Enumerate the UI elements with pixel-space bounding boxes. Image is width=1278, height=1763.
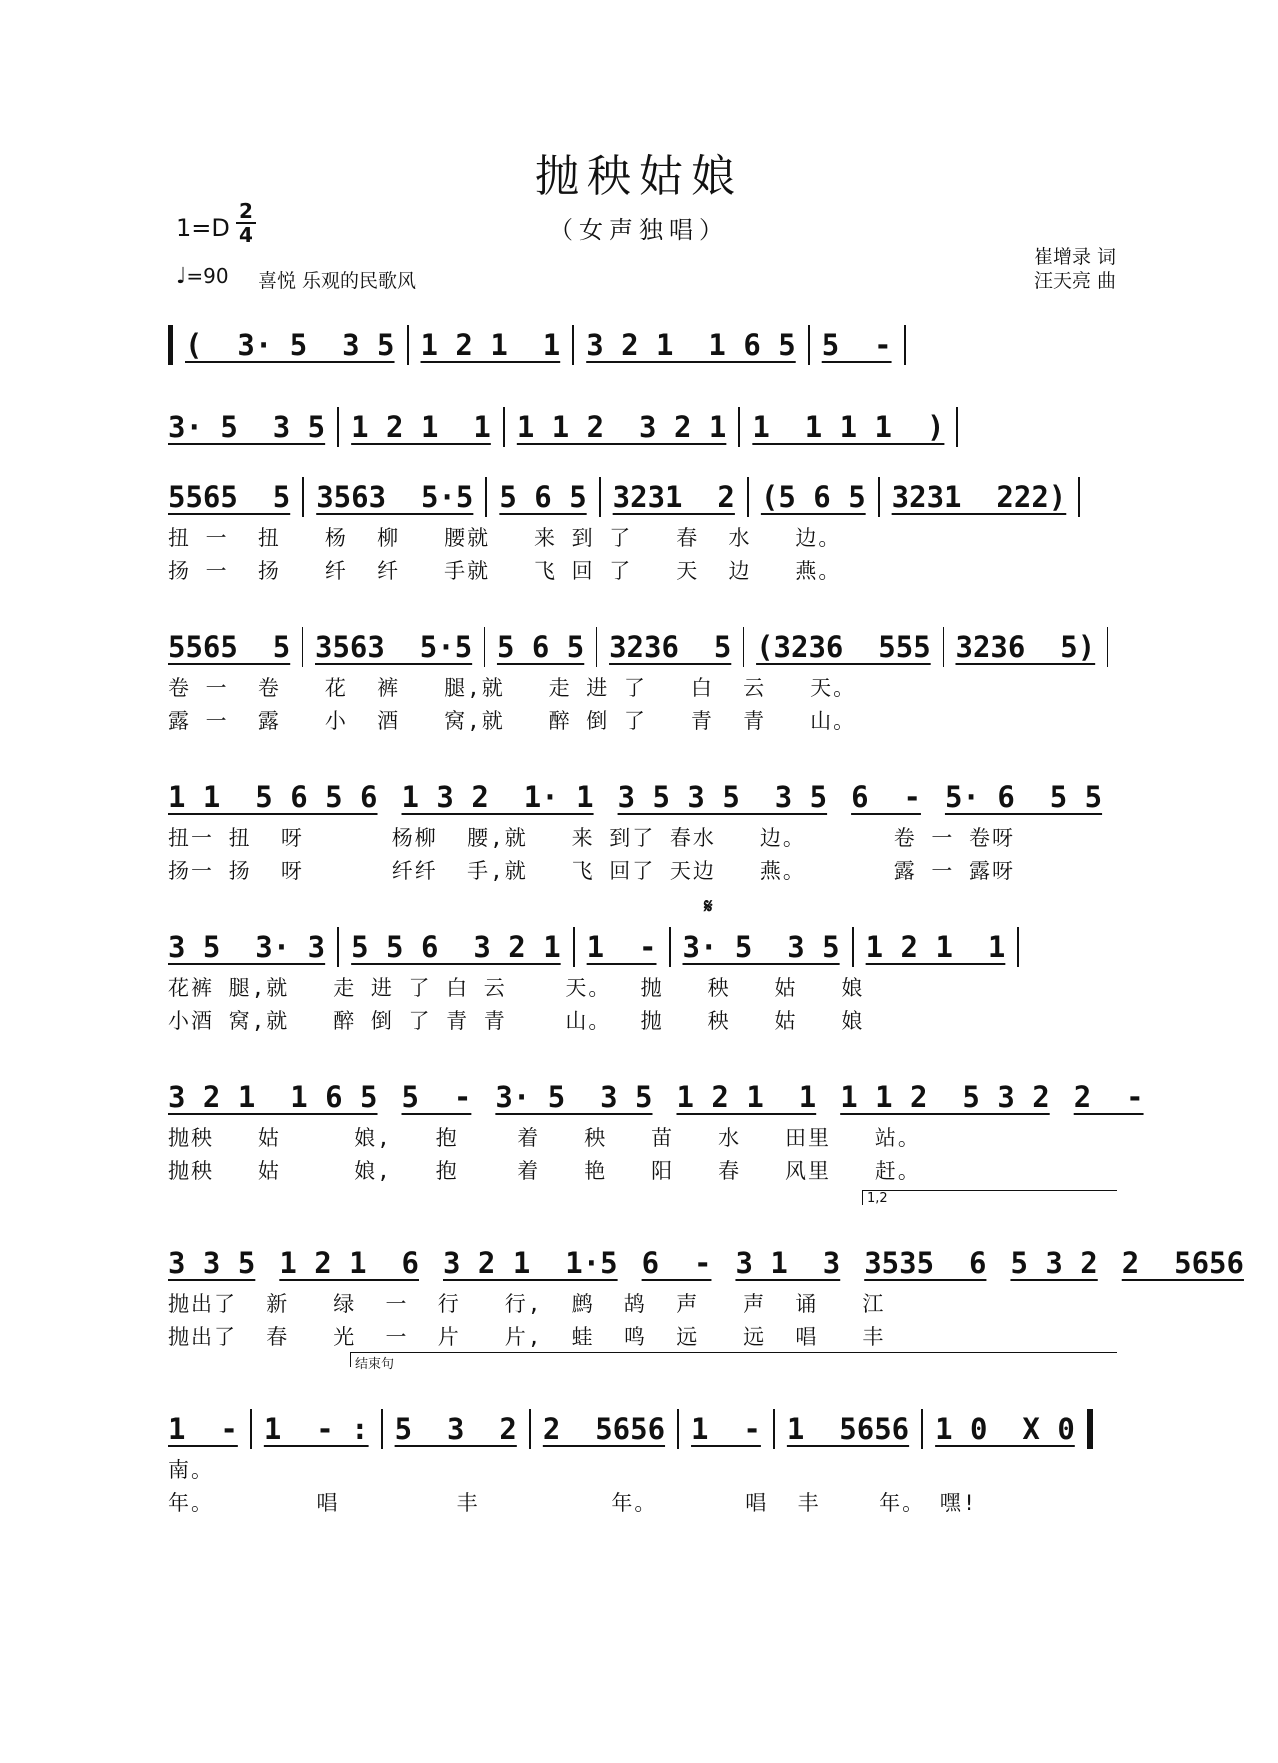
music-line: [168, 402, 1120, 452]
barline: [599, 477, 601, 517]
barline: [168, 325, 173, 365]
measure-notes: 3· 5 3 5: [495, 1080, 653, 1114]
lyric-line: 抛出了 新 绿 一 行 行, 鹧 鸪 声 声 诵 江: [168, 1292, 886, 1316]
quarter-note-icon: ♩: [176, 264, 187, 289]
tempo-marking: [176, 264, 229, 289]
score-system: [168, 402, 1120, 452]
lyric-line: 扭一 扭 呀 杨柳 腰,就 来 到了 春水 边。 卷 一 卷呀: [168, 826, 1016, 850]
song-title: 抛秧姑娘: [535, 151, 743, 202]
measure-notes: 1 - :: [263, 1412, 369, 1446]
score-system: [168, 772, 1120, 888]
barline: [738, 407, 740, 447]
measure-notes: 3· 5 3 5: [682, 930, 840, 964]
measure-notes: 3 2 1 1 6 5: [168, 1080, 378, 1114]
lyric-line: 卷 一 卷 花 裤 腿,就 走 进 了 白 云 天。: [168, 676, 857, 700]
barline: [773, 1409, 775, 1449]
barline: [485, 477, 487, 517]
measure-notes: 1 1 1 1 ): [752, 410, 945, 444]
barline: [921, 1409, 923, 1449]
measure-notes: 2 5656: [542, 1412, 666, 1446]
measure-notes: 5 3 2: [1010, 1246, 1098, 1280]
barline: [677, 1409, 679, 1449]
measure-notes: 1 1 2 5 3 2: [840, 1080, 1050, 1114]
lyric-line: 露 一 露 小 酒 窝,就 醉 倒 了 青 青 山。: [168, 709, 857, 733]
measure-notes: 3563 5·5: [316, 480, 474, 514]
measure-notes: 2 -: [1073, 1080, 1144, 1114]
measure-notes: 3 2 1 1·5: [443, 1246, 618, 1280]
barline: [572, 325, 574, 365]
lyric-line: 年。 唱 丰 年。 唱 丰 年。 嘿!: [168, 1491, 978, 1515]
measure-notes: 1 0 X 0: [935, 1412, 1075, 1446]
measure-notes: 3· 5 3 5: [168, 410, 326, 444]
barline: [669, 927, 671, 967]
measure-notes: 6 -: [641, 1246, 712, 1280]
measure-notes: 1 5656: [786, 1412, 910, 1446]
measure-notes: 3 2 1 1 6 5: [586, 328, 796, 362]
barline: [878, 477, 880, 517]
music-line: [168, 472, 1120, 522]
music-line: [168, 622, 1120, 672]
measure-notes: 3 3 5: [168, 1246, 256, 1280]
lyric-line: 南。: [168, 1458, 214, 1482]
barline: [743, 627, 744, 667]
music-line: [168, 320, 1120, 370]
measure-notes: 5 -: [401, 1080, 472, 1114]
performance-note: （女声独唱）: [549, 216, 729, 244]
lyric-line: 抛出了 春 光 一 片 片, 蛙 鸣 远 远 唱 丰: [168, 1325, 886, 1349]
coda-bracket: 结束句: [350, 1352, 1117, 1367]
measure-notes: 3231 222): [891, 480, 1067, 514]
segno-sign: 𝄋: [704, 894, 713, 918]
measure-notes: 3236 5): [955, 630, 1096, 664]
barline: [904, 325, 906, 365]
composer-credit: 汪天亮 曲: [1033, 270, 1116, 292]
measure-notes: 3563 5·5: [315, 630, 473, 664]
time-numerator: 2: [239, 199, 253, 223]
music-line: [168, 922, 1120, 972]
volta-bracket: 1,2: [862, 1190, 1117, 1205]
lyric-line: 抛秧 姑 娘, 抱 着 秧 苗 水 田里 站。: [168, 1126, 921, 1150]
score-system: [168, 320, 1120, 370]
music-line: [168, 1072, 1144, 1122]
barline: [1107, 627, 1108, 667]
measure-notes: 1 1 2 3 2 1: [516, 410, 727, 444]
measure-notes: 5 6 5: [496, 630, 585, 664]
measure-notes: ( 3· 5 3 5: [185, 328, 395, 362]
barline: [573, 927, 575, 967]
measure-notes: 3 1 3: [735, 1246, 841, 1280]
barline: [1017, 927, 1019, 967]
measure-notes: 5 6 5: [499, 480, 587, 514]
measure-notes: 1 -: [691, 1412, 761, 1446]
expression-marking: 喜悦 乐观的民歌风: [258, 270, 417, 292]
measure-notes: (3236 555: [756, 630, 931, 664]
tempo-value: =90: [186, 264, 229, 288]
key-signature: 1=D: [176, 214, 230, 242]
measure-notes: 3231 2: [612, 480, 735, 514]
barline: [337, 407, 339, 447]
barline: [808, 325, 810, 365]
score-system: [168, 1072, 1144, 1188]
measure-notes: 5 -: [821, 328, 892, 362]
music-line: [168, 1404, 1120, 1454]
barline: [529, 1409, 531, 1449]
barline: [943, 627, 944, 667]
barline: [852, 927, 854, 967]
measure-notes: 2 5656: [1121, 1246, 1244, 1280]
measure-notes: 6 -: [851, 780, 921, 814]
measure-notes: 5 5 6 3 2 1: [351, 930, 561, 964]
lyric-line: 扭 一 扭 杨 柳 腰就 来 到 了 春 水 边。: [168, 526, 842, 550]
barline: [747, 477, 749, 517]
score-system: [168, 1238, 1244, 1354]
measure-notes: 1 3 2 1· 1: [401, 780, 594, 814]
barline: [956, 407, 958, 447]
barline: [1078, 477, 1080, 517]
measure-notes: 3236 5: [609, 630, 732, 664]
barline: [381, 1409, 383, 1449]
measure-notes: (5 6 5: [760, 480, 866, 514]
lyric-line: 花裤 腿,就 走 进 了 白 云 天。 抛 秧 姑 娘: [168, 976, 865, 1000]
lyric-line: 小酒 窝,就 醉 倒 了 青 青 山。 抛 秧 姑 娘: [168, 1009, 865, 1033]
barline: [302, 477, 304, 517]
measure-notes: 1 -: [168, 1412, 238, 1446]
measure-notes: 5 3 2: [394, 1412, 517, 1446]
score-system: [168, 922, 1120, 1038]
measure-notes: 5· 6 5 5: [944, 780, 1103, 814]
measure-notes: 5565 5: [168, 480, 291, 514]
measure-notes: 5565 5: [168, 630, 291, 664]
music-line: [168, 772, 1120, 822]
barline: [484, 627, 485, 667]
score-system: [168, 1404, 1120, 1520]
lyric-line: 扬 一 扬 纤 纤 手就 飞 回 了 天 边 燕。: [168, 559, 842, 583]
score-system: [168, 622, 1120, 738]
barline: [302, 627, 303, 667]
time-denominator: 4: [236, 222, 256, 246]
measure-notes: 3 5 3· 3: [168, 930, 326, 964]
measure-notes: 3 5 3 5 3 5: [617, 780, 828, 814]
barline: [1087, 1409, 1093, 1449]
barline: [337, 927, 339, 967]
music-line: [168, 1238, 1244, 1288]
measure-notes: 1 2 1 1: [420, 328, 561, 362]
score-system: [168, 472, 1120, 588]
lyric-line: 抛秧 姑 娘, 抱 着 艳 阳 春 风里 赶。: [168, 1159, 921, 1183]
measure-notes: 1 1 5 6 5 6: [168, 780, 378, 814]
measure-notes: 1 -: [586, 930, 657, 964]
lyricist-credit: 崔增录 词: [1033, 246, 1116, 268]
measure-notes: 1 2 1 1: [351, 410, 491, 444]
barline: [503, 407, 505, 447]
measure-notes: 1 2 1 6: [279, 1246, 419, 1280]
measure-notes: 1 2 1 1: [676, 1080, 817, 1114]
barline: [407, 325, 409, 365]
barline: [596, 627, 597, 667]
measure-notes: 1 2 1 1: [865, 930, 1006, 964]
time-signature: [236, 200, 256, 246]
lyric-line: 扬一 扬 呀 纤纤 手,就 飞 回了 天边 燕。 露 一 露呀: [168, 859, 1016, 883]
measure-notes: 3535 6: [864, 1246, 987, 1280]
barline: [250, 1409, 252, 1449]
